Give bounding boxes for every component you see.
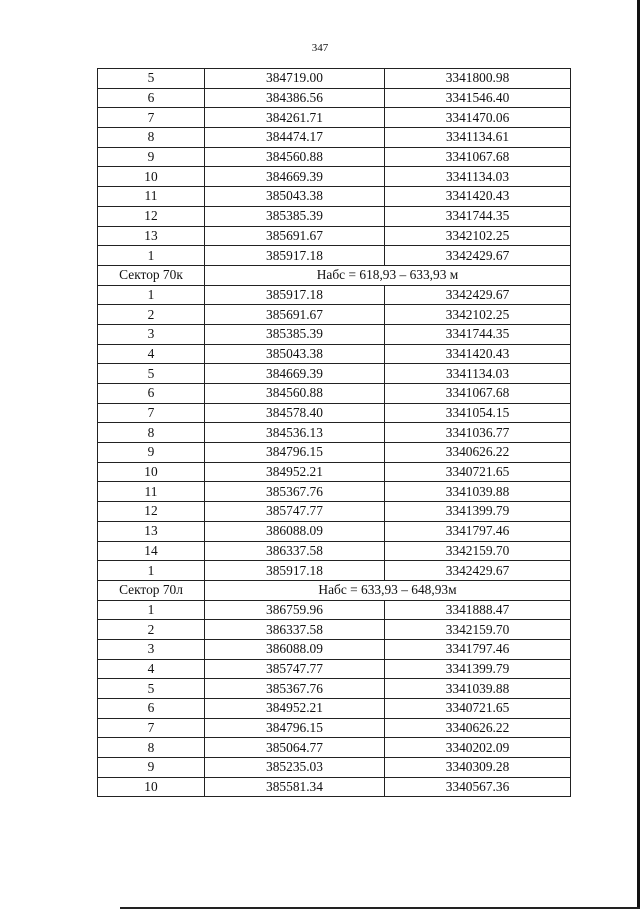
point-number: 6 xyxy=(98,699,205,719)
x-coordinate: 384578.40 xyxy=(205,403,385,423)
table-row xyxy=(98,443,571,463)
table-row xyxy=(98,659,571,679)
coordinates-table xyxy=(97,68,571,797)
point-number: 7 xyxy=(98,108,205,128)
point-number: 13 xyxy=(98,226,205,246)
x-coordinate: 385691.67 xyxy=(205,226,385,246)
y-coordinate: 3340721.65 xyxy=(385,462,571,482)
y-coordinate: 3342102.25 xyxy=(385,226,571,246)
table-row xyxy=(98,521,571,541)
sector-header-row xyxy=(98,265,571,285)
table-row xyxy=(98,69,571,89)
table-row xyxy=(98,344,571,364)
point-number: 4 xyxy=(98,344,205,364)
y-coordinate: 3341134.03 xyxy=(385,364,571,384)
table-row xyxy=(98,423,571,443)
page-number: 347 xyxy=(311,42,329,54)
y-coordinate: 3342159.70 xyxy=(385,541,571,561)
y-coordinate: 3342429.67 xyxy=(385,246,571,266)
x-coordinate: 385747.77 xyxy=(205,659,385,679)
x-coordinate: 384386.56 xyxy=(205,88,385,108)
point-number: 9 xyxy=(98,147,205,167)
x-coordinate: 384952.21 xyxy=(205,699,385,719)
table-row xyxy=(98,777,571,797)
y-coordinate: 3341039.88 xyxy=(385,482,571,502)
table-row xyxy=(98,305,571,325)
x-coordinate: 384536.13 xyxy=(205,423,385,443)
sector-header-row xyxy=(98,580,571,600)
x-coordinate: 385235.03 xyxy=(205,758,385,778)
x-coordinate: 385367.76 xyxy=(205,679,385,699)
point-number: 5 xyxy=(98,69,205,89)
point-number: 6 xyxy=(98,384,205,404)
x-coordinate: 385917.18 xyxy=(205,246,385,266)
x-coordinate: 385043.38 xyxy=(205,344,385,364)
y-coordinate: 3340202.09 xyxy=(385,738,571,758)
point-number: 1 xyxy=(98,561,205,581)
point-number: 10 xyxy=(98,167,205,187)
x-coordinate: 385691.67 xyxy=(205,305,385,325)
y-coordinate: 3341054.15 xyxy=(385,403,571,423)
table-row xyxy=(98,600,571,620)
table-row xyxy=(98,285,571,305)
table-row xyxy=(98,403,571,423)
point-number: 11 xyxy=(98,187,205,207)
x-coordinate: 384474.17 xyxy=(205,128,385,148)
y-coordinate: 3342102.25 xyxy=(385,305,571,325)
point-number: 12 xyxy=(98,206,205,226)
table-row xyxy=(98,738,571,758)
y-coordinate: 3341470.06 xyxy=(385,108,571,128)
table-row xyxy=(98,561,571,581)
point-number: 14 xyxy=(98,541,205,561)
x-coordinate: 386337.58 xyxy=(205,620,385,640)
x-coordinate: 384719.00 xyxy=(205,69,385,89)
point-number: 10 xyxy=(98,462,205,482)
point-number: 2 xyxy=(98,305,205,325)
y-coordinate: 3341399.79 xyxy=(385,502,571,522)
y-coordinate: 3340567.36 xyxy=(385,777,571,797)
point-number: 9 xyxy=(98,758,205,778)
y-coordinate: 3341797.46 xyxy=(385,521,571,541)
sector-elevation-range: Набс = 633,93 – 648,93м xyxy=(205,580,571,600)
y-coordinate: 3341888.47 xyxy=(385,600,571,620)
x-coordinate: 384796.15 xyxy=(205,443,385,463)
point-number: 3 xyxy=(98,324,205,344)
sector-elevation-range: Набс = 618,93 – 633,93 м xyxy=(205,265,571,285)
table-row xyxy=(98,718,571,738)
table-row xyxy=(98,482,571,502)
point-number: 6 xyxy=(98,88,205,108)
y-coordinate: 3340721.65 xyxy=(385,699,571,719)
table-row xyxy=(98,541,571,561)
x-coordinate: 386759.96 xyxy=(205,600,385,620)
point-number: 12 xyxy=(98,502,205,522)
table-row xyxy=(98,758,571,778)
point-number: 3 xyxy=(98,639,205,659)
y-coordinate: 3341744.35 xyxy=(385,206,571,226)
y-coordinate: 3341039.88 xyxy=(385,679,571,699)
sector-label: Сектор 70л xyxy=(98,580,205,600)
x-coordinate: 384669.39 xyxy=(205,364,385,384)
x-coordinate: 384261.71 xyxy=(205,108,385,128)
x-coordinate: 385385.39 xyxy=(205,324,385,344)
table-row xyxy=(98,108,571,128)
table-row xyxy=(98,147,571,167)
table-row xyxy=(98,364,571,384)
table-row xyxy=(98,620,571,640)
x-coordinate: 385581.34 xyxy=(205,777,385,797)
table-row xyxy=(98,462,571,482)
table-row xyxy=(98,128,571,148)
point-number: 13 xyxy=(98,521,205,541)
y-coordinate: 3340626.22 xyxy=(385,718,571,738)
x-coordinate: 384796.15 xyxy=(205,718,385,738)
point-number: 7 xyxy=(98,718,205,738)
table-row xyxy=(98,502,571,522)
x-coordinate: 386088.09 xyxy=(205,639,385,659)
y-coordinate: 3341744.35 xyxy=(385,324,571,344)
point-number: 2 xyxy=(98,620,205,640)
point-number: 5 xyxy=(98,679,205,699)
y-coordinate: 3341800.98 xyxy=(385,69,571,89)
y-coordinate: 3340309.28 xyxy=(385,758,571,778)
x-coordinate: 385747.77 xyxy=(205,502,385,522)
x-coordinate: 385043.38 xyxy=(205,187,385,207)
sector-label: Сектор 70к xyxy=(98,265,205,285)
table-row xyxy=(98,384,571,404)
point-number: 8 xyxy=(98,738,205,758)
point-number: 11 xyxy=(98,482,205,502)
point-number: 1 xyxy=(98,600,205,620)
y-coordinate: 3341420.43 xyxy=(385,187,571,207)
x-coordinate: 384952.21 xyxy=(205,462,385,482)
table-row xyxy=(98,88,571,108)
x-coordinate: 384560.88 xyxy=(205,147,385,167)
y-coordinate: 3341134.61 xyxy=(385,128,571,148)
y-coordinate: 3342429.67 xyxy=(385,285,571,305)
y-coordinate: 3340626.22 xyxy=(385,443,571,463)
table-row xyxy=(98,679,571,699)
y-coordinate: 3342159.70 xyxy=(385,620,571,640)
point-number: 1 xyxy=(98,246,205,266)
point-number: 8 xyxy=(98,128,205,148)
table-row xyxy=(98,167,571,187)
x-coordinate: 385064.77 xyxy=(205,738,385,758)
y-coordinate: 3341067.68 xyxy=(385,147,571,167)
x-coordinate: 385367.76 xyxy=(205,482,385,502)
point-number: 4 xyxy=(98,659,205,679)
table-row xyxy=(98,206,571,226)
y-coordinate: 3342429.67 xyxy=(385,561,571,581)
y-coordinate: 3341399.79 xyxy=(385,659,571,679)
y-coordinate: 3341134.03 xyxy=(385,167,571,187)
y-coordinate: 3341036.77 xyxy=(385,423,571,443)
coordinates-table-body xyxy=(98,69,571,797)
y-coordinate: 3341067.68 xyxy=(385,384,571,404)
x-coordinate: 384669.39 xyxy=(205,167,385,187)
y-coordinate: 3341420.43 xyxy=(385,344,571,364)
y-coordinate: 3341546.40 xyxy=(385,88,571,108)
point-number: 10 xyxy=(98,777,205,797)
point-number: 5 xyxy=(98,364,205,384)
point-number: 7 xyxy=(98,403,205,423)
x-coordinate: 386088.09 xyxy=(205,521,385,541)
point-number: 9 xyxy=(98,443,205,463)
x-coordinate: 384560.88 xyxy=(205,384,385,404)
table-row xyxy=(98,226,571,246)
table-row xyxy=(98,639,571,659)
x-coordinate: 385917.18 xyxy=(205,285,385,305)
point-number: 1 xyxy=(98,285,205,305)
x-coordinate: 385917.18 xyxy=(205,561,385,581)
table-row xyxy=(98,324,571,344)
point-number: 8 xyxy=(98,423,205,443)
x-coordinate: 385385.39 xyxy=(205,206,385,226)
table-row xyxy=(98,246,571,266)
table-row xyxy=(98,699,571,719)
y-coordinate: 3341797.46 xyxy=(385,639,571,659)
x-coordinate: 386337.58 xyxy=(205,541,385,561)
table-row xyxy=(98,187,571,207)
